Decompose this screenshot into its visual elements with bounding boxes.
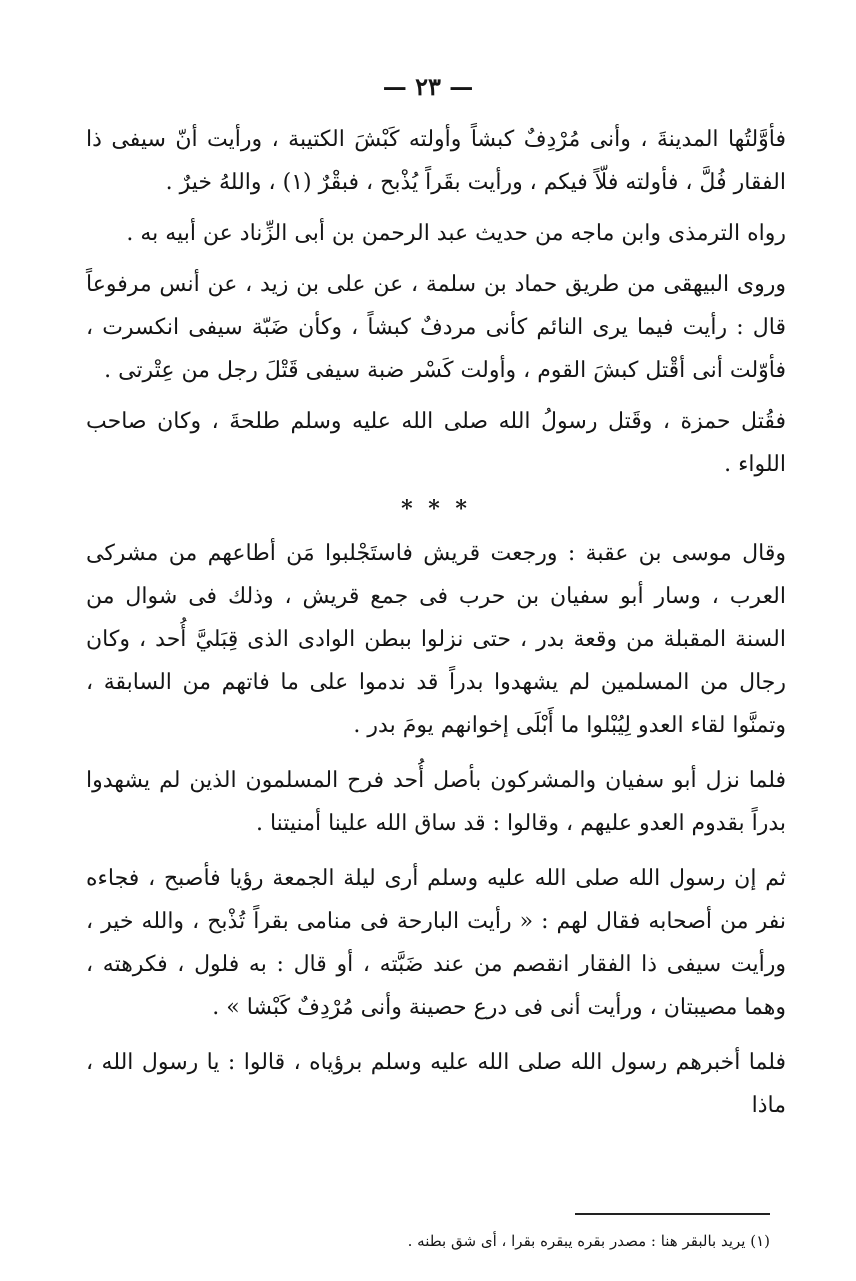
paragraph-tirmidhi-narration: رواه الترمذى وابن ماجه من حديث عبد الرحمن بن أبى الزِّناد عن أبيه به . [126, 221, 786, 246]
paragraph-dream-continuation: فأوَّلتُها المدينةَ ، وأنى مُرْدِفٌ كبشاً وأولته كَبْشَ الكتيبة ، ورأيت أنّ سيفى ذا الفقار فُلَّ ، فأولته فلّاً فيكم ، ورأيت بقَراً يُذْبح ، فبقْرٌ (١) ، واللهُ خيرٌ . [86, 127, 786, 195]
paragraph-musa-ibn-uqba: وقال موسى بن عقبة : ورجعت قريش فاستَجْلبوا مَن أطاعهم من مشركى العرب ، وسار أبو سفيان بن حرب فى جمع قريش ، وذلك فى شوال من السنة المقبلة من وقعة بدر ، حتى نزلوا ببطن الوادى الذى قِبَليَّ أُحد ، وكان رجال من المسلمين لم يشهدوا بدراً قد ندموا على ما فاتهم من السابقة ، وتمنَّوا لقاء العدو لِيُبْلوا ما أَبْلَى إخوانهم يومَ بدر . [86, 541, 786, 738]
footnote-divider [575, 1213, 770, 1215]
section-separator: * * * [401, 496, 471, 522]
paragraph-companions-reply: فلما أخبرهم رسول الله صلى الله عليه وسلم برؤياه ، قالوا : يا رسول الله ، ماذا [86, 1050, 786, 1118]
paragraph-hamza-killed: فقُتل حمزة ، وقَتل رسولُ الله صلى الله عليه وسلم طلحةَ ، وكان صاحب اللواء . [86, 409, 786, 477]
page-number: — ٢٣ — [382, 72, 474, 101]
footnote: (١) يريد بالبقر هنا : مصدر بقره يبقره بقرا ، أى شق بطنه . [407, 1232, 770, 1250]
paragraph-bayhaqi-narration: وروى البيهقى من طريق حماد بن سلمة ، عن على بن زيد ، عن أنس مرفوعاً قال : رأيت فيما يرى النائم كأنى مردفٌ كبشاً ، وكأن ضَبّة سيفى انكسرت ، فأوّلت أنى أقْتل كبشَ القوم ، وأولت كَسْر ضبة سيفى قَتْلَ رجل من عِتْرتى . [86, 272, 786, 383]
paragraph-prophet-dream: ثم إن رسول الله صلى الله عليه وسلم أرى ليلة الجمعة رؤيا فأصبح ، فجاءه نفر من أصحابه فقال لهم : « رأيت البارحة فى منامى بقراً تُذْبح ، والله خير ، ورأيت سيفى ذا الفقار انقصم من عند ضَبَّته ، أو قال : به فلول ، فكرهته ، وهما مصيبتان ، ورأيت أنى فى درع حصينة وأنى مُرْدِفٌ كَبْشا » . [86, 866, 786, 1020]
body-text [86, 118, 786, 1127]
paragraph-abu-sufyan-arrival: فلما نزل أبو سفيان والمشركون بأصل أُحد فرح المسلمون الذين لم يشهدوا بدراً بقدوم العدو عليهم ، وقالوا : قد ساق الله علينا أمنيتنا . [86, 768, 786, 836]
